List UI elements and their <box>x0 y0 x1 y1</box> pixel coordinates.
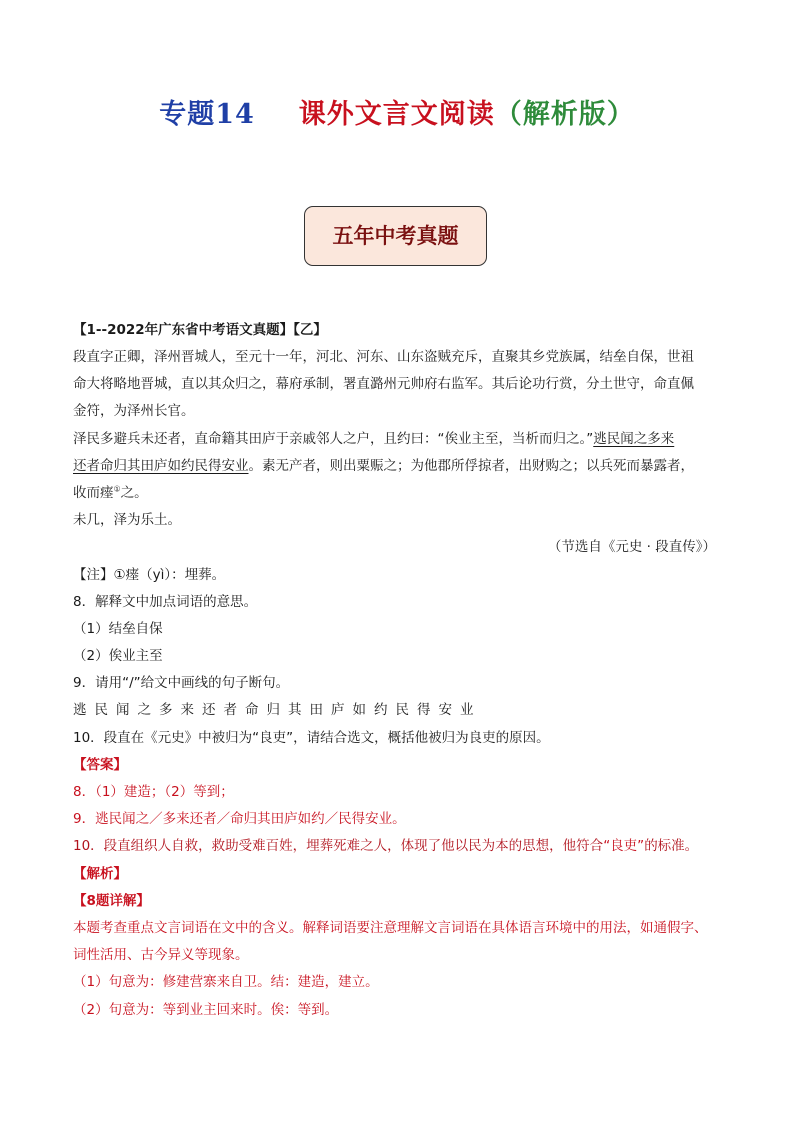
title-edition: （解析版） <box>494 99 635 130</box>
passage-line <box>73 481 148 501</box>
answer-label: 【答案】 <box>73 757 127 773</box>
analysis-line: 本题考查重点文言词语在文中的含义。解释词语要注意理解文言词语在具体语言环境中的用法，如通假字、 <box>73 920 708 936</box>
passage-line <box>73 427 674 447</box>
analysis-label: 【解析】 <box>73 866 127 882</box>
question-8-item: （2）俟业主至 <box>73 648 163 664</box>
footnote-marker: ① <box>113 484 121 494</box>
underlined-sentence: 还者命归其田庐如约民得安业 <box>73 458 249 474</box>
analysis-line: （1）句意为：修建营寨来自卫。结：建造，建立。 <box>73 974 379 990</box>
question-9-sentence: 逃民闻之多来还者命归其田庐如约民得安业 <box>73 702 482 718</box>
passage-text: 之。 <box>120 485 148 501</box>
answer-9: 9．逃民闻之／多来还者／命归其田庐如约／民得安业。 <box>73 811 406 827</box>
answer-10-quote: “良吏” <box>603 838 645 854</box>
passage-line <box>73 454 694 474</box>
passage-text: 。素无产者，则出粟赈之；为他郡所俘掠者，出财购之；以兵死而暴露者， <box>248 458 694 474</box>
answer-10-text: 10．段直组织人自救，救助受难百姓，埋葬死难之人，体现了他以民为本的思想，他符合 <box>73 838 604 854</box>
passage-line: 未几，泽为乐土。 <box>73 512 181 528</box>
underlined-sentence: 逃民闻之多来 <box>593 431 675 447</box>
question-9: 9．请用“/”给文中画线的句子断句。 <box>73 675 290 691</box>
title-topic-name: 课外文言文阅读 <box>298 99 495 130</box>
question-8-item: （1）结垒自保 <box>73 621 163 637</box>
question-10: 10．段直在《元史》中被归为“良吏”，请结合选文，概括他被归为良吏的原因。 <box>73 730 550 746</box>
passage-line: 金符，为泽州长官。 <box>73 403 195 419</box>
source-citation: （节选自《元史 · 段直传》） <box>547 539 716 555</box>
answer-10-tail: 的标准。 <box>644 838 699 854</box>
analysis-line: （2）句意为：等到业主回来时。俟：等到。 <box>73 1002 339 1018</box>
passage-line: 命大将略地晋城，直以其众归之，幕府承制，署直潞州元帅府右监军。其后论功行赏，分土世守，命直佩 <box>73 376 694 392</box>
answer-8: 8．（1）建造；（2）等到； <box>73 784 234 800</box>
question-8: 8．解释文中加点词语的意思。 <box>73 594 258 610</box>
analysis-subheading: 【8题详解】 <box>73 893 150 909</box>
section-badge: 五年中考真题 <box>304 206 487 266</box>
page-title <box>0 92 794 131</box>
passage-text: 泽民多避兵未还者，直命籍其田庐于亲戚邻人之户，且约曰：“俟业主至，当析而归之。” <box>73 431 594 447</box>
title-topic-number: 专题14 <box>159 99 255 130</box>
passage-line: 段直字正卿，泽州晋城人，至元十一年，河北、河东、山东盗贼充斥，直聚其乡党族属，结垒自保，世祖 <box>73 349 694 365</box>
analysis-line: 词性活用、古今异义等现象。 <box>73 947 249 963</box>
question-heading: 【1--2022年广东省中考语文真题】【乙】 <box>73 322 327 338</box>
footnote: 【注】①瘗（yì）：埋葬。 <box>73 567 226 583</box>
answer-10 <box>73 834 698 854</box>
passage-text: 收而瘗 <box>73 485 114 501</box>
